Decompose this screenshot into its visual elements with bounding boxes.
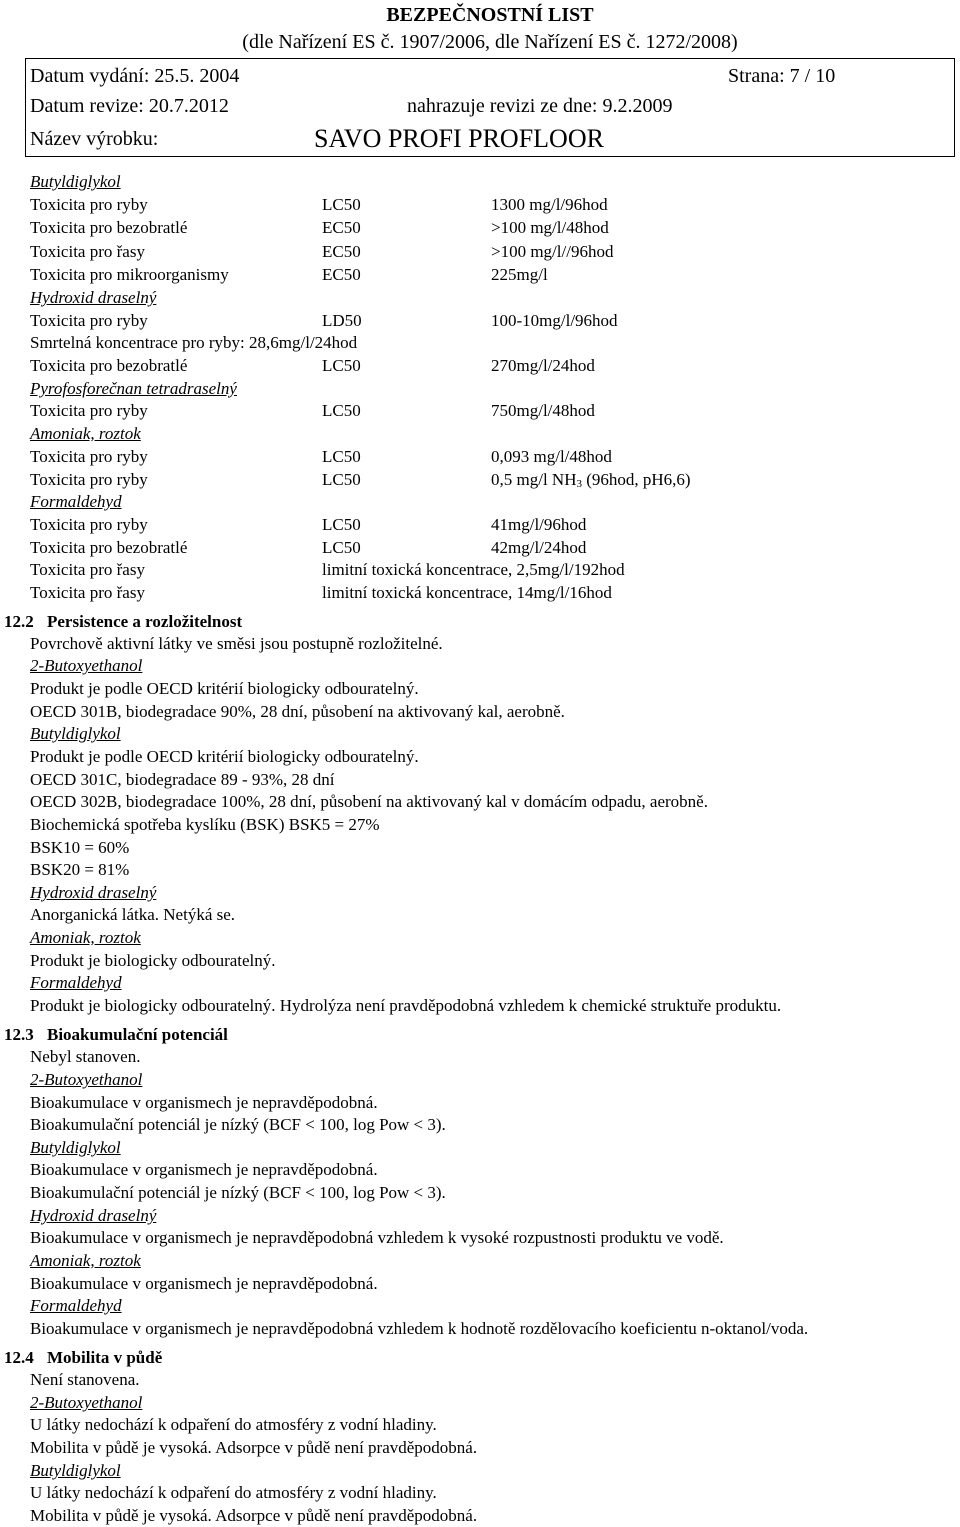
- product-label: Název výrobku:: [30, 128, 159, 150]
- substance-heading: Amoniak, roztok: [30, 1251, 141, 1270]
- toxicity-test: Toxicita pro ryby: [30, 447, 148, 466]
- toxicity-row: [30, 584, 950, 604]
- substance-heading: Pyrofosforečnan tetradraselný: [30, 379, 237, 398]
- toxicity-value: 42mg/l/24hod: [491, 538, 587, 557]
- toxicity-value: 750mg/l/48hod: [491, 401, 595, 420]
- document-title: BEZPEČNOSTNÍ LIST: [386, 4, 594, 26]
- section-number: 12.2: [4, 612, 34, 631]
- substance-heading: Butyldiglykol: [30, 172, 121, 191]
- toxicity-test: Toxicita pro ryby: [30, 311, 148, 330]
- toxicity-row: [30, 448, 950, 468]
- section-title: Mobilita v půdě: [47, 1348, 163, 1367]
- substance-heading: Formaldehyd: [30, 1296, 122, 1315]
- replaces-revision: nahrazuje revizi ze dne: 9.2.2009: [407, 95, 673, 117]
- toxicity-value: 270mg/l/24hod: [491, 356, 595, 375]
- toxicity-test: Toxicita pro bezobratlé: [30, 356, 188, 375]
- toxicity-value: [491, 471, 691, 490]
- text-line: Mobilita v půdě je vysoká. Adsorpce v půdě není pravděpodobná.: [30, 1506, 478, 1525]
- toxicity-row: [30, 516, 950, 536]
- toxicity-test: Toxicita pro řasy: [30, 242, 145, 261]
- section-number: 12.4: [4, 1348, 34, 1367]
- document-subtitle: (dle Nařízení ES č. 1907/2006, dle Nařízení ES č. 1272/2008): [242, 31, 738, 53]
- text-line: U látky nedochází k odpaření do atmosféry z vodní hladiny.: [30, 1483, 437, 1502]
- text-line: Produkt je biologicky odbouratelný. Hydrolýza není pravděpodobná vzhledem k chemické struktuře produktu.: [30, 996, 782, 1015]
- toxicity-type: LC50: [322, 447, 361, 466]
- substance-heading: Amoniak, roztok: [30, 928, 141, 947]
- toxicity-type: LC50: [322, 356, 361, 375]
- toxicity-value: >100 mg/l//96hod: [491, 242, 614, 261]
- toxicity-type: LC50: [322, 515, 361, 534]
- toxicity-value: limitní toxická koncentrace, 14mg/l/16hod: [322, 583, 612, 602]
- substance-heading: Amoniak, roztok: [30, 424, 141, 443]
- toxicity-value: >100 mg/l/48hod: [491, 218, 609, 237]
- text-line: Produkt je podle OECD kritérií biologicky odbouratelný.: [30, 747, 419, 766]
- text-line: OECD 302B, biodegradace 100%, 28 dní, působení na aktivovaný kal v domácím odpadu, aerobně.: [30, 792, 708, 811]
- section-number: 12.3: [4, 1025, 34, 1044]
- section-heading-12-4: [4, 1349, 162, 1366]
- substance-heading: Butyldiglykol: [30, 1138, 121, 1157]
- section-title: Persistence a rozložitelnost: [47, 612, 243, 631]
- text-line: Bioakumulace v organismech je nepravděpodobná vzhledem k hodnotě rozdělovacího koeficientu n-oktanol/voda.: [30, 1319, 809, 1338]
- toxicity-test: Toxicita pro řasy: [30, 583, 145, 602]
- text-line: BSK20 = 81%: [30, 860, 130, 879]
- value-main: 0,5 mg/l NH: [491, 470, 577, 489]
- toxicity-test: Toxicita pro ryby: [30, 470, 148, 489]
- substance-heading: Hydroxid draselný: [30, 1206, 157, 1225]
- toxicity-test: Toxicita pro bezobratlé: [30, 538, 188, 557]
- text-line: Bioakumulační potenciál je nízký (BCF < 100, log Pow < 3).: [30, 1115, 446, 1134]
- page-number: Strana: 7 / 10: [728, 65, 836, 87]
- text-line: Bioakumulace v organismech je nepravděpodobná.: [30, 1274, 378, 1293]
- toxicity-value: 41mg/l/96hod: [491, 515, 587, 534]
- section-heading-12-2: [4, 613, 242, 630]
- text-line: Produkt je biologicky odbouratelný.: [30, 951, 276, 970]
- substance-heading: Formaldehyd: [30, 973, 122, 992]
- text-line: OECD 301B, biodegradace 90%, 28 dní, působení na aktivovaný kal, aerobně.: [30, 702, 565, 721]
- toxicity-type: EC50: [322, 242, 361, 261]
- value-rest: (96hod, pH6,6): [581, 470, 691, 489]
- toxicity-test: Toxicita pro mikroorganismy: [30, 265, 229, 284]
- toxicity-row: [30, 312, 950, 332]
- text-line: Bioakumulace v organismech je nepravděpodobná.: [30, 1160, 378, 1179]
- toxicity-row: [30, 266, 950, 286]
- lethal-concentration: Smrtelná koncentrace pro ryby: 28,6mg/l/24hod: [30, 333, 358, 352]
- issue-date: Datum vydání: 25.5. 2004: [30, 65, 240, 87]
- substance-heading: Hydroxid draselný: [30, 288, 157, 307]
- section-heading-12-3: [4, 1026, 228, 1043]
- text-line: U látky nedochází k odpaření do atmosféry z vodní hladiny.: [30, 1415, 437, 1434]
- text-line: Není stanovena.: [30, 1370, 140, 1389]
- text-line: OECD 301C, biodegradace 89 - 93%, 28 dní: [30, 770, 335, 789]
- section-title: Bioakumulační potenciál: [47, 1025, 228, 1044]
- toxicity-type: LC50: [322, 401, 361, 420]
- toxicity-row: [30, 219, 950, 239]
- toxicity-row: [30, 243, 950, 263]
- toxicity-value: 100-10mg/l/96hod: [491, 311, 618, 330]
- toxicity-type: LC50: [322, 538, 361, 557]
- toxicity-type: LC50: [322, 195, 361, 214]
- text-line: Nebyl stanoven.: [30, 1047, 141, 1066]
- toxicity-test: Toxicita pro ryby: [30, 195, 148, 214]
- substance-heading: 2-Butoxyethanol: [30, 1070, 143, 1089]
- toxicity-type: LC50: [322, 470, 361, 489]
- toxicity-value: limitní toxická koncentrace, 2,5mg/l/192hod: [322, 560, 625, 579]
- toxicity-value: 1300 mg/l/96hod: [491, 195, 608, 214]
- toxicity-type: EC50: [322, 265, 361, 284]
- text-line: Bioakumulace v organismech je nepravděpodobná.: [30, 1093, 378, 1112]
- toxicity-test: Toxicita pro ryby: [30, 401, 148, 420]
- toxicity-value: 225mg/l: [491, 265, 548, 284]
- toxicity-row: [30, 539, 950, 559]
- product-name: SAVO PROFI PROFLOOR: [314, 124, 604, 153]
- text-line: Mobilita v půdě je vysoká. Adsorpce v půdě není pravděpodobná.: [30, 1438, 478, 1457]
- text-line: Bioakumulace v organismech je nepravděpodobná vzhledem k vysoké rozpustnosti produktu ve vodě.: [30, 1228, 724, 1247]
- text-line: Produkt je podle OECD kritérií biologicky odbouratelný.: [30, 679, 419, 698]
- toxicity-test: Toxicita pro řasy: [30, 560, 145, 579]
- substance-heading: Formaldehyd: [30, 492, 122, 511]
- text-line: Povrchově aktivní látky ve směsi jsou postupně rozložitelné.: [30, 634, 443, 653]
- substance-heading: 2-Butoxyethanol: [30, 656, 143, 675]
- revision-date: Datum revize: 20.7.2012: [30, 95, 229, 117]
- toxicity-type: EC50: [322, 218, 361, 237]
- text-line: BSK10 = 60%: [30, 838, 130, 857]
- toxicity-test: Toxicita pro bezobratlé: [30, 218, 188, 237]
- toxicity-row: [30, 561, 950, 581]
- substance-heading: Butyldiglykol: [30, 1461, 121, 1480]
- text-line: Anorganická látka. Netýká se.: [30, 905, 236, 924]
- toxicity-row: [30, 402, 950, 422]
- substance-heading: Butyldiglykol: [30, 724, 121, 743]
- toxicity-type: LD50: [322, 311, 362, 330]
- substance-heading: 2-Butoxyethanol: [30, 1393, 143, 1412]
- text-line: Biochemická spotřeba kyslíku (BSK) BSK5 = 27%: [30, 815, 380, 834]
- text-line: Bioakumulační potenciál je nízký (BCF < 100, log Pow < 3).: [30, 1183, 446, 1202]
- value-subscript: 3: [576, 478, 582, 490]
- toxicity-row: [30, 357, 950, 377]
- toxicity-test: Toxicita pro ryby: [30, 515, 148, 534]
- substance-heading: Hydroxid draselný: [30, 883, 157, 902]
- toxicity-row: [30, 471, 950, 491]
- toxicity-value: 0,093 mg/l/48hod: [491, 447, 612, 466]
- toxicity-row: [30, 196, 950, 216]
